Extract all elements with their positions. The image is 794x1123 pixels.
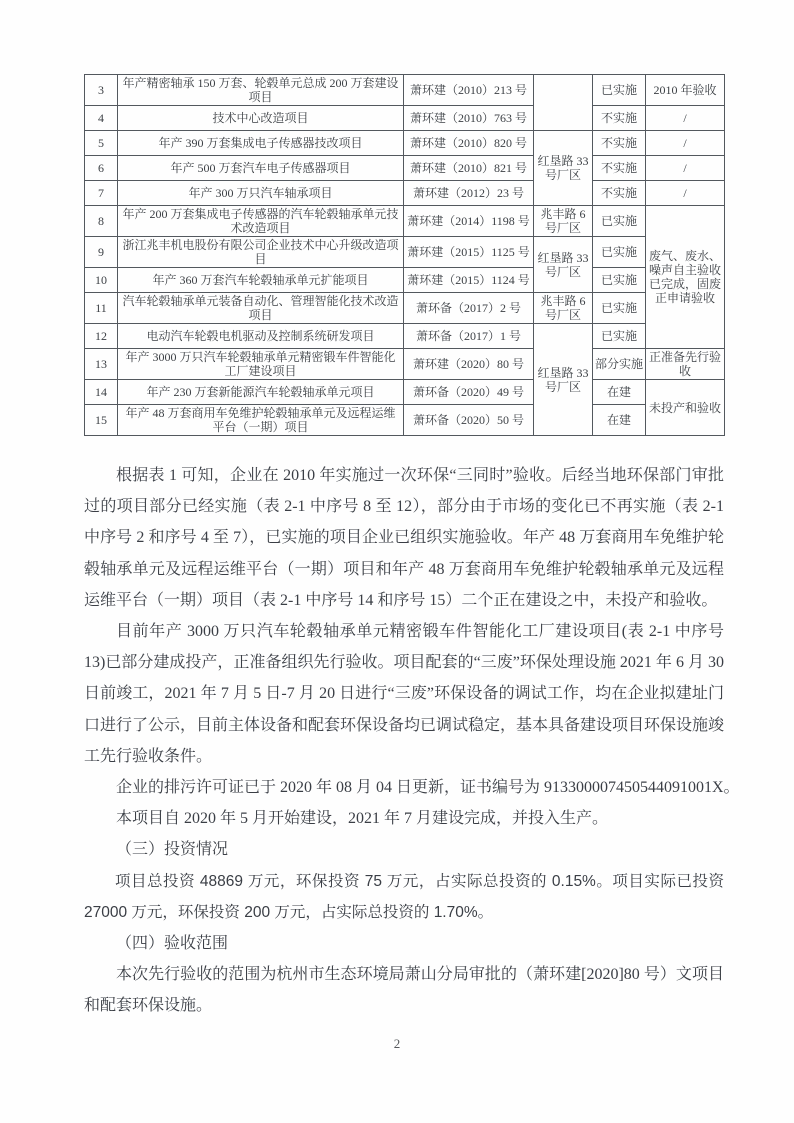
cell-project-name: 年产 230 万套新能源汽车轮毂轴承单元项目	[118, 380, 404, 405]
cell-implementation-status: 不实施	[593, 106, 646, 131]
section-heading-investment: （三）投资情况	[116, 841, 229, 859]
cell-seq: 15	[85, 405, 118, 436]
cell-implementation-status: 不实施	[593, 131, 646, 156]
cell-plant-location: 兆丰路 6 号厂区	[534, 206, 593, 237]
cell-project-name: 年产 300 万只汽车轴承项目	[118, 181, 404, 206]
cell-seq: 3	[85, 75, 118, 106]
cell-project-name: 电动汽车轮毂电机驱动及控制系统研发项目	[118, 324, 404, 349]
cell-acceptance-status: /	[646, 131, 725, 156]
paragraph-investment: 项目总投资 48869 万元，环保投资 75 万元，占实际总投资的 0.15%。项目实际已投资 27000 万元，环保投资 200 万元，占实际总投资的 1.70%。	[84, 872, 724, 921]
cell-project-name: 年产 3000 万只汽车轮毂轴承单元精密锻车件智能化工厂建设项目	[118, 349, 404, 380]
cell-project-name: 年产 390 万套集成电子传感器技改项目	[118, 131, 404, 156]
cell-approval-doc: 萧环建（2010）763 号	[404, 106, 534, 131]
cell-approval-doc: 萧环建（2014）1198 号	[404, 206, 534, 237]
table-row	[85, 349, 725, 380]
cell-acceptance-status: /	[646, 181, 725, 206]
cell-acceptance-status: 2010 年验收	[646, 75, 725, 106]
cell-implementation-status: 在建	[593, 405, 646, 436]
cell-project-name: 汽车轮毂轴承单元装备自动化、管理智能化技术改造项目	[118, 293, 404, 324]
cell-approval-doc: 萧环备（2020）49 号	[404, 380, 534, 405]
cell-seq: 8	[85, 206, 118, 237]
cell-seq: 12	[85, 324, 118, 349]
cell-plant-location: 红垦路 33 号厂区	[534, 237, 593, 293]
paragraph-project-status: 目前年产 3000 万只汽车轮毂轴承单元精密锻车件智能化工厂建设项目(表 2-1 中序号 13)已部分建成投产，正准备组织先行验收。项目配套的“三废”环保处理设施 2021 年 6 月 30 日前竣工，2021 年 7 月 5 日-7 月 20 日进行“三废”环保设备的调试工作，均在企业拟建址门口进行了公示，目前主体设备和配套环保设备均已调试稳定，基本具备建设项目环保设施竣工先行验收条件。	[84, 623, 725, 765]
table-row	[85, 380, 725, 405]
cell-implementation-status: 已实施	[593, 75, 646, 106]
table-row	[85, 405, 725, 436]
cell-seq: 13	[85, 349, 118, 380]
table-row	[85, 237, 725, 268]
cell-project-name: 年产 200 万套集成电子传感器的汽车轮毂轴承单元技术改造项目	[118, 206, 404, 237]
table-row	[85, 268, 725, 293]
cell-project-name: 技术中心改造项目	[118, 106, 404, 131]
cell-implementation-status: 已实施	[593, 237, 646, 268]
body-text	[84, 460, 740, 1022]
paragraph-scope: 本次先行验收的范围为杭州市生态环境局萧山分局审批的（萧环建[2020]80 号）文项目和配套环保设施。	[84, 966, 724, 1015]
cell-seq: 5	[85, 131, 118, 156]
table-row	[85, 106, 725, 131]
cell-plant-location	[534, 75, 593, 131]
cell-seq: 6	[85, 156, 118, 181]
cell-implementation-status: 在建	[593, 380, 646, 405]
cell-approval-doc: 萧环备（2017）1 号	[404, 324, 534, 349]
cell-approval-doc: 萧环建（2020）80 号	[404, 349, 534, 380]
page-number: 2	[393, 1036, 401, 1051]
cell-approval-doc: 萧环建（2010）213 号	[404, 75, 534, 106]
cell-project-name: 年产 500 万套汽车电子传感器项目	[118, 156, 404, 181]
cell-implementation-status: 不实施	[593, 156, 646, 181]
table-row	[85, 324, 725, 349]
cell-implementation-status: 已实施	[593, 268, 646, 293]
cell-project-name: 年产 48 万套商用车免维护轮毂轴承单元及远程运维平台（一期）项目	[118, 405, 404, 436]
cell-seq: 4	[85, 106, 118, 131]
cell-approval-doc: 萧环建（2010）821 号	[404, 156, 534, 181]
cell-implementation-status: 已实施	[593, 293, 646, 324]
cell-plant-location: 红垦路 33 号厂区	[534, 324, 593, 436]
cell-plant-location: 红垦路 33 号厂区	[534, 131, 593, 206]
table-row	[85, 293, 725, 324]
cell-implementation-status: 不实施	[593, 181, 646, 206]
table-row	[85, 156, 725, 181]
paragraph-construction-period: 本项目自 2020 年 5 月开始建设，2021 年 7 月建设完成，并投入生产。	[116, 810, 609, 828]
cell-acceptance-status: /	[646, 106, 725, 131]
cell-implementation-status: 已实施	[593, 206, 646, 237]
cell-project-name: 年产精密轴承 150 万套、轮毂单元总成 200 万套建设项目	[118, 75, 404, 106]
cell-seq: 7	[85, 181, 118, 206]
cell-implementation-status: 已实施	[593, 324, 646, 349]
paragraph-permit: 企业的排污许可证已于 2020 年 08 月 04 日更新，证书编号为 913300007450544091001X。	[116, 779, 740, 797]
cell-seq: 10	[85, 268, 118, 293]
cell-acceptance-status: 废气、废水、噪声自主验收已完成，固废正申请验收	[646, 206, 725, 349]
cell-approval-doc: 萧环建（2015）1125 号	[404, 237, 534, 268]
cell-seq: 11	[85, 293, 118, 324]
cell-plant-location: 兆丰路 6 号厂区	[534, 293, 593, 324]
cell-implementation-status: 部分实施	[593, 349, 646, 380]
cell-approval-doc: 萧环建（2012）23 号	[404, 181, 534, 206]
cell-seq: 14	[85, 380, 118, 405]
section-heading-scope: （四）验收范围	[116, 935, 229, 953]
cell-acceptance-status: /	[646, 156, 725, 181]
cell-approval-doc: 萧环建（2015）1124 号	[404, 268, 534, 293]
table-row	[85, 181, 725, 206]
project-approval-table	[84, 74, 725, 436]
cell-approval-doc: 萧环建（2010）820 号	[404, 131, 534, 156]
paragraph-overview: 根据表 1 可知，企业在 2010 年实施过一次环保“三同时”验收。后经当地环保部门审批过的项目部分已经实施（表 2-1 中序号 8 至 12），部分由于市场的变化已不再实施（表 2-1 中序号 2 和序号 4 至 7），已实施的项目企业已组织实施验收。年产 48 万套商用车免维护轮毂轴承单元及远程运维平台（一期）项目和年产 48 万套商用车免维护轮毂轴承单元及远程运维平台（一期）项目（表 2-1 中序号 14 和序号 15）二个正在建设之中，未投产和验收。	[84, 467, 724, 609]
table-row	[85, 131, 725, 156]
cell-project-name: 年产 360 万套汽车轮毂轴承单元扩能项目	[118, 268, 404, 293]
table-row	[85, 75, 725, 106]
cell-approval-doc: 萧环备（2020）50 号	[404, 405, 534, 436]
cell-seq: 9	[85, 237, 118, 268]
cell-acceptance-status: 未投产和验收	[646, 380, 725, 436]
cell-acceptance-status: 正准备先行验收	[646, 349, 725, 380]
table-row	[85, 206, 725, 237]
cell-project-name: 浙江兆丰机电股份有限公司企业技术中心升级改造项目	[118, 237, 404, 268]
cell-approval-doc: 萧环备（2017）2 号	[404, 293, 534, 324]
